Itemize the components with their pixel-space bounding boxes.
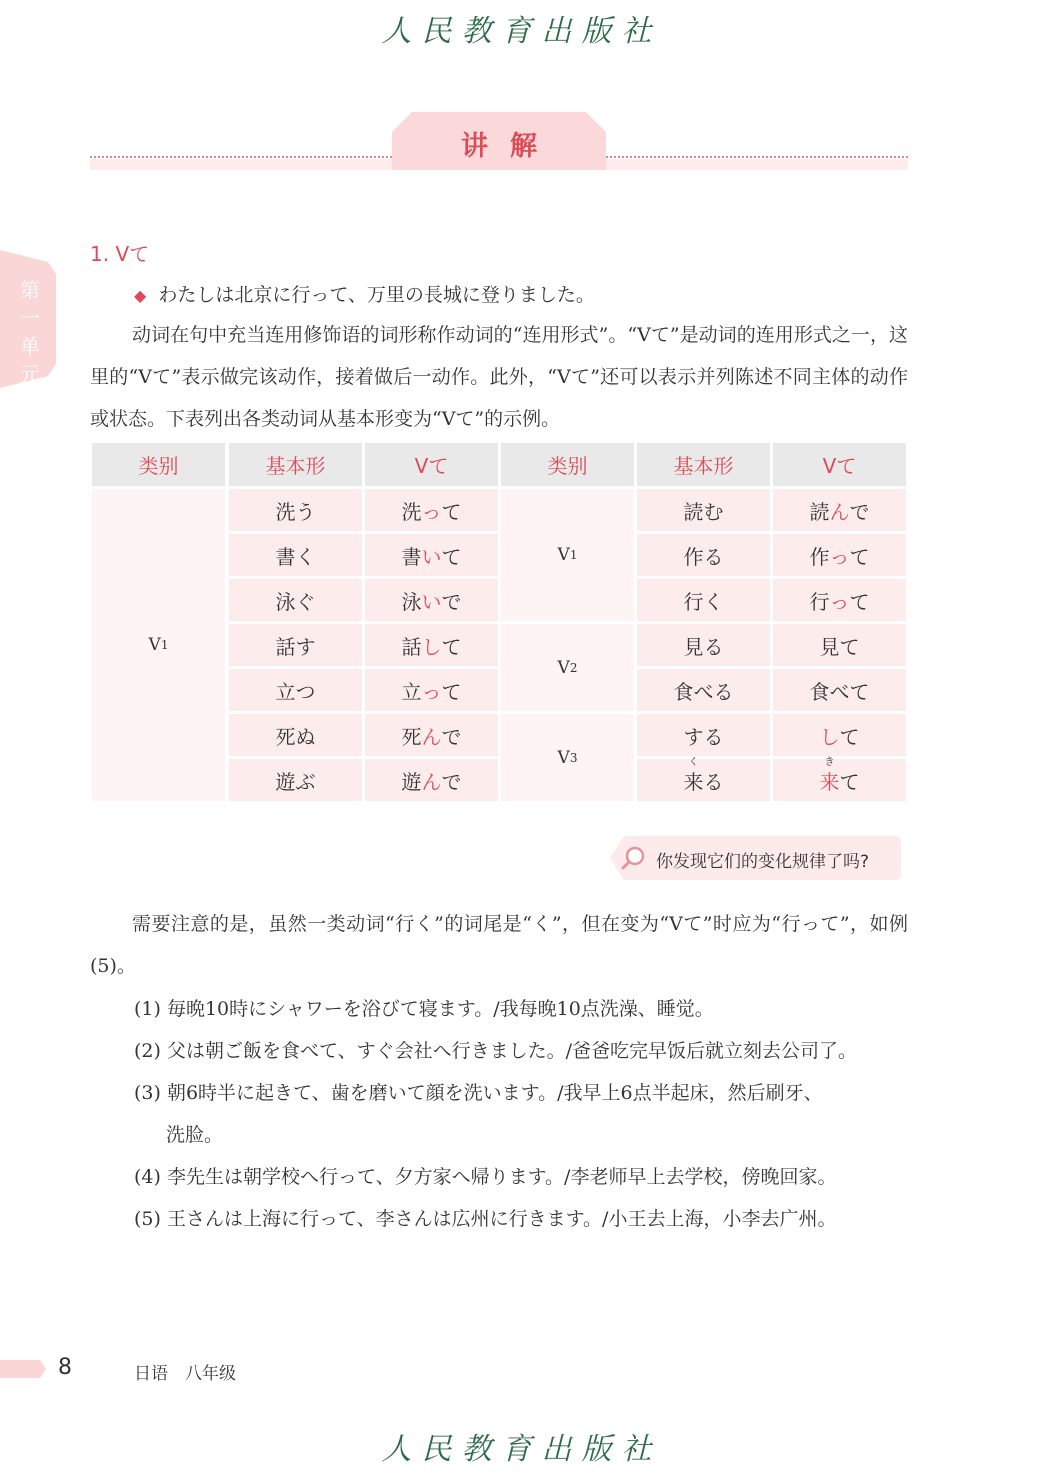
verb-group-letter: V bbox=[148, 635, 161, 655]
example-item: (2) 父は朝ご飯を食べて、すぐ会社へ行きました。/爸爸吃完早饭后就立刻去公司了。 bbox=[134, 1040, 857, 1062]
te-form-stem: 書 bbox=[401, 544, 422, 569]
te-form-ending: て bbox=[849, 544, 870, 569]
unit-side-tab-label: 第一单元 bbox=[20, 278, 40, 386]
te-form-stem: 作 bbox=[809, 544, 830, 569]
te-form-ending: で bbox=[441, 769, 462, 794]
te-form-cell bbox=[365, 534, 498, 576]
te-form-ending: で bbox=[441, 589, 462, 614]
base-form-cell: 死ぬ bbox=[229, 714, 362, 756]
verb-group-letter: V bbox=[557, 545, 570, 565]
te-form-ending: て bbox=[441, 499, 462, 524]
page-title: 讲解 bbox=[461, 131, 559, 162]
te-form-changed-kana: ん bbox=[421, 769, 442, 794]
base-form-cell: 洗う bbox=[229, 489, 362, 531]
section-heading: 1. Vて bbox=[90, 242, 150, 266]
table-header-cell: 基本形 bbox=[637, 443, 770, 486]
base-form-cell: 見る bbox=[637, 624, 770, 666]
te-form-stem: 泳 bbox=[401, 589, 422, 614]
page-number: 8 bbox=[58, 1355, 72, 1380]
te-form-changed-kana: ん bbox=[829, 499, 850, 524]
base-form-cell: 食べる bbox=[637, 669, 770, 711]
explanation-paragraph: 动词在句中充当连用修饰语的词形称作动词的“连用形式”。“Vて”是动词的连用形式之一，这里的“Vて”表示做完该动作，接着做后一动作。此外，“Vて”还可以表示并列陈述不同主体的动作或状态。下表列出各类动词从基本形变为“Vて”的示例。 bbox=[90, 324, 908, 430]
te-form-stem: 洗 bbox=[401, 499, 422, 524]
te-form-ending: て bbox=[839, 769, 860, 794]
te-form-cell bbox=[773, 624, 906, 666]
te-form-stem: 行 bbox=[809, 589, 830, 614]
te-form-cell bbox=[365, 669, 498, 711]
category-cell bbox=[92, 489, 225, 801]
te-form-ending: て bbox=[441, 544, 462, 569]
te-form-changed-kana: い bbox=[421, 589, 442, 614]
te-form-stem: 話 bbox=[401, 634, 422, 659]
te-form-cell bbox=[773, 534, 906, 576]
base-form-cell: 書く bbox=[229, 534, 362, 576]
base-form-cell: 立つ bbox=[229, 669, 362, 711]
te-form-stem: 見て bbox=[819, 634, 860, 659]
verb-group-subscript: 1 bbox=[160, 638, 169, 652]
diamond-bullet-icon: ◆ bbox=[134, 286, 147, 305]
magnifier-icon bbox=[620, 845, 646, 871]
te-form-ending: で bbox=[849, 499, 870, 524]
verb-group-letter: V bbox=[557, 747, 570, 768]
verb-group-subscript: 1 bbox=[569, 548, 578, 562]
te-form-changed-kana: っ bbox=[421, 679, 442, 704]
te-form-cell bbox=[365, 759, 498, 801]
example-item: (3) 朝6時半に起きて、歯を磨いて顔を洗います。/我早上6点半起床，然后刷牙、 bbox=[134, 1082, 823, 1104]
te-form-cell bbox=[365, 489, 498, 531]
example-item: (5) 王さんは上海に行って、李さんは広州に行きます。/小王去上海，小李去广州。 bbox=[134, 1208, 837, 1230]
base-form-cell: 泳ぐ bbox=[229, 579, 362, 621]
note-paragraph: 需要注意的是，虽然一类动词“行く”的词尾是“く”，但在变为“Vて”时应为“行って”，如例(5)。 bbox=[90, 913, 908, 977]
te-form-cell bbox=[365, 579, 498, 621]
base-form-cell: 行く bbox=[637, 579, 770, 621]
category-cell bbox=[501, 489, 634, 621]
te-form-ending: て bbox=[839, 724, 860, 749]
te-form-ending: て bbox=[441, 634, 462, 659]
base-form-cell: 読む bbox=[637, 489, 770, 531]
te-form-cell bbox=[773, 756, 906, 801]
verb-group-letter: V bbox=[557, 657, 570, 678]
te-form-stem: 立 bbox=[401, 679, 422, 704]
te-form-changed-kana: っ bbox=[829, 589, 850, 614]
base-form-cell: 作る bbox=[637, 534, 770, 576]
category-cell bbox=[501, 624, 634, 711]
te-form-changed-kana: ん bbox=[421, 724, 442, 749]
example-item: (1) 毎晩10時にシャワーを浴びて寝ます。/我每晚10点洗澡、睡觉。 bbox=[134, 998, 714, 1020]
base-form-cell bbox=[637, 756, 770, 801]
table-header-cell: Vて bbox=[365, 443, 498, 486]
ruby-kanji: 来 き bbox=[820, 766, 840, 795]
te-form-cell bbox=[773, 714, 906, 756]
example-item-continued: 洗脸。 bbox=[166, 1124, 224, 1146]
te-form-cell bbox=[365, 624, 498, 666]
te-form-changed-kana: し bbox=[421, 634, 442, 659]
base-form-cell: 話す bbox=[229, 624, 362, 666]
te-form-ending: て bbox=[849, 589, 870, 614]
furigana: く bbox=[688, 756, 699, 768]
verb-conjugation-table bbox=[92, 443, 906, 805]
te-form-stem: 遊 bbox=[401, 769, 422, 794]
te-form-cell bbox=[773, 489, 906, 531]
table-header-cell: 类别 bbox=[92, 443, 225, 486]
te-form-changed-kana: し bbox=[819, 724, 840, 749]
te-form-cell bbox=[365, 714, 498, 756]
table-header-cell: 基本形 bbox=[229, 443, 362, 486]
ruby-kanji: 来 く bbox=[684, 766, 704, 795]
hint-text: 你发现它们的变化规律了吗? bbox=[656, 852, 870, 872]
base-form-ending: る bbox=[703, 769, 724, 794]
example-item: (4) 李先生は朝学校へ行って、夕方家へ帰ります。/李老师早上去学校，傍晚回家。 bbox=[134, 1166, 837, 1188]
table-header-cell: Vて bbox=[773, 443, 906, 486]
example-sentence bbox=[134, 280, 595, 307]
te-form-stem: 死 bbox=[401, 724, 422, 749]
publisher-logo-top: 人民教育出版社 bbox=[381, 14, 662, 49]
publisher-logo-bottom: 人民教育出版社 bbox=[381, 1432, 662, 1467]
footer-bar bbox=[0, 1360, 46, 1378]
te-form-stem: 読 bbox=[809, 499, 830, 524]
verb-group-subscript: 2 bbox=[569, 660, 578, 675]
verb-group-subscript: 3 bbox=[569, 750, 578, 765]
te-form-changed-kana: い bbox=[421, 544, 442, 569]
te-form-stem: 食べて bbox=[809, 679, 870, 704]
te-form-cell bbox=[773, 669, 906, 711]
category-cell bbox=[501, 714, 634, 801]
te-form-changed-kana: っ bbox=[421, 499, 442, 524]
te-form-ending: で bbox=[441, 724, 462, 749]
te-form-changed-kana: っ bbox=[829, 544, 850, 569]
base-form-cell: 遊ぶ bbox=[229, 759, 362, 801]
footer-book-title: 日语 八年级 bbox=[134, 1364, 236, 1384]
te-form-cell bbox=[773, 579, 906, 621]
base-form-cell: する bbox=[637, 714, 770, 756]
table-header-cell: 类别 bbox=[501, 443, 634, 486]
example-sentence-text: わたしは北京に行って、万里の長城に登りました。 bbox=[158, 284, 595, 306]
furigana: き bbox=[824, 756, 835, 768]
te-form-ending: て bbox=[441, 679, 462, 704]
